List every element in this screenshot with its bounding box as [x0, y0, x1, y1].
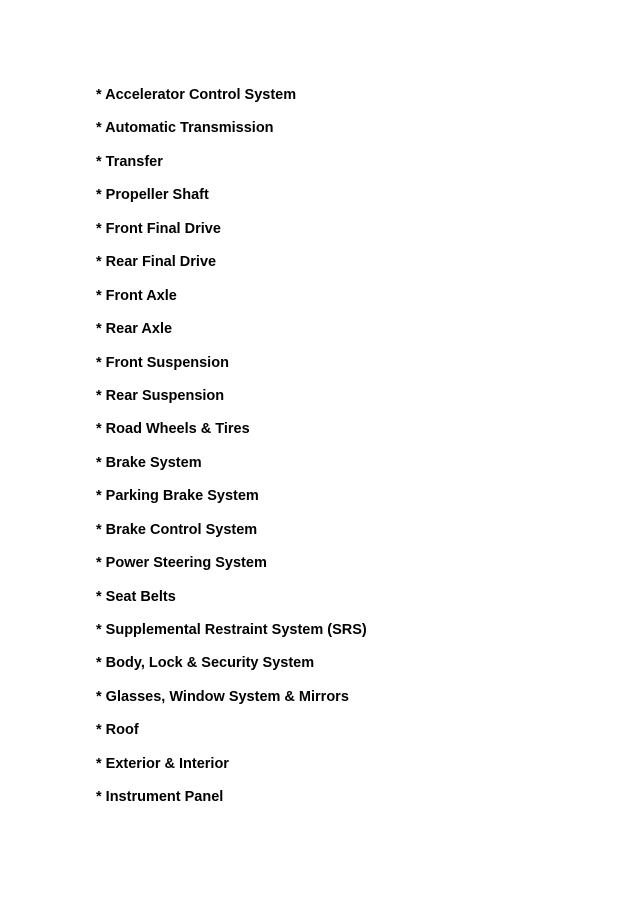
list-item: * Instrument Panel: [96, 789, 224, 806]
list-item: * Roof: [96, 722, 139, 739]
section-list: [96, 85, 367, 821]
list-item: * Parking Brake System: [96, 488, 259, 505]
list-item: * Rear Suspension: [96, 387, 225, 404]
list-item: * Glasses, Window System & Mirrors: [96, 688, 349, 705]
list-item: * Body, Lock & Security System: [96, 655, 315, 672]
list-item: * Seat Belts: [96, 588, 176, 605]
list-item: * Road Wheels & Tires: [96, 421, 250, 438]
list-item: * Rear Axle: [96, 321, 173, 338]
list-item: * Power Steering System: [96, 555, 267, 572]
list-item: * Transfer: [96, 153, 163, 170]
list-item: * Front Final Drive: [96, 220, 221, 237]
list-item: * Exterior & Interior: [96, 755, 229, 772]
list-item: * Front Suspension: [96, 354, 229, 371]
list-item: * Propeller Shaft: [96, 187, 209, 204]
list-item: * Brake System: [96, 454, 202, 471]
list-item: * Brake Control System: [96, 521, 258, 538]
list-item: * Front Axle: [96, 287, 177, 304]
list-item: * Supplemental Restraint System (SRS): [96, 622, 367, 638]
list-item: * Automatic Transmission: [96, 120, 274, 137]
list-item: * Accelerator Control System: [96, 87, 297, 103]
list-item: * Rear Final Drive: [96, 254, 217, 271]
